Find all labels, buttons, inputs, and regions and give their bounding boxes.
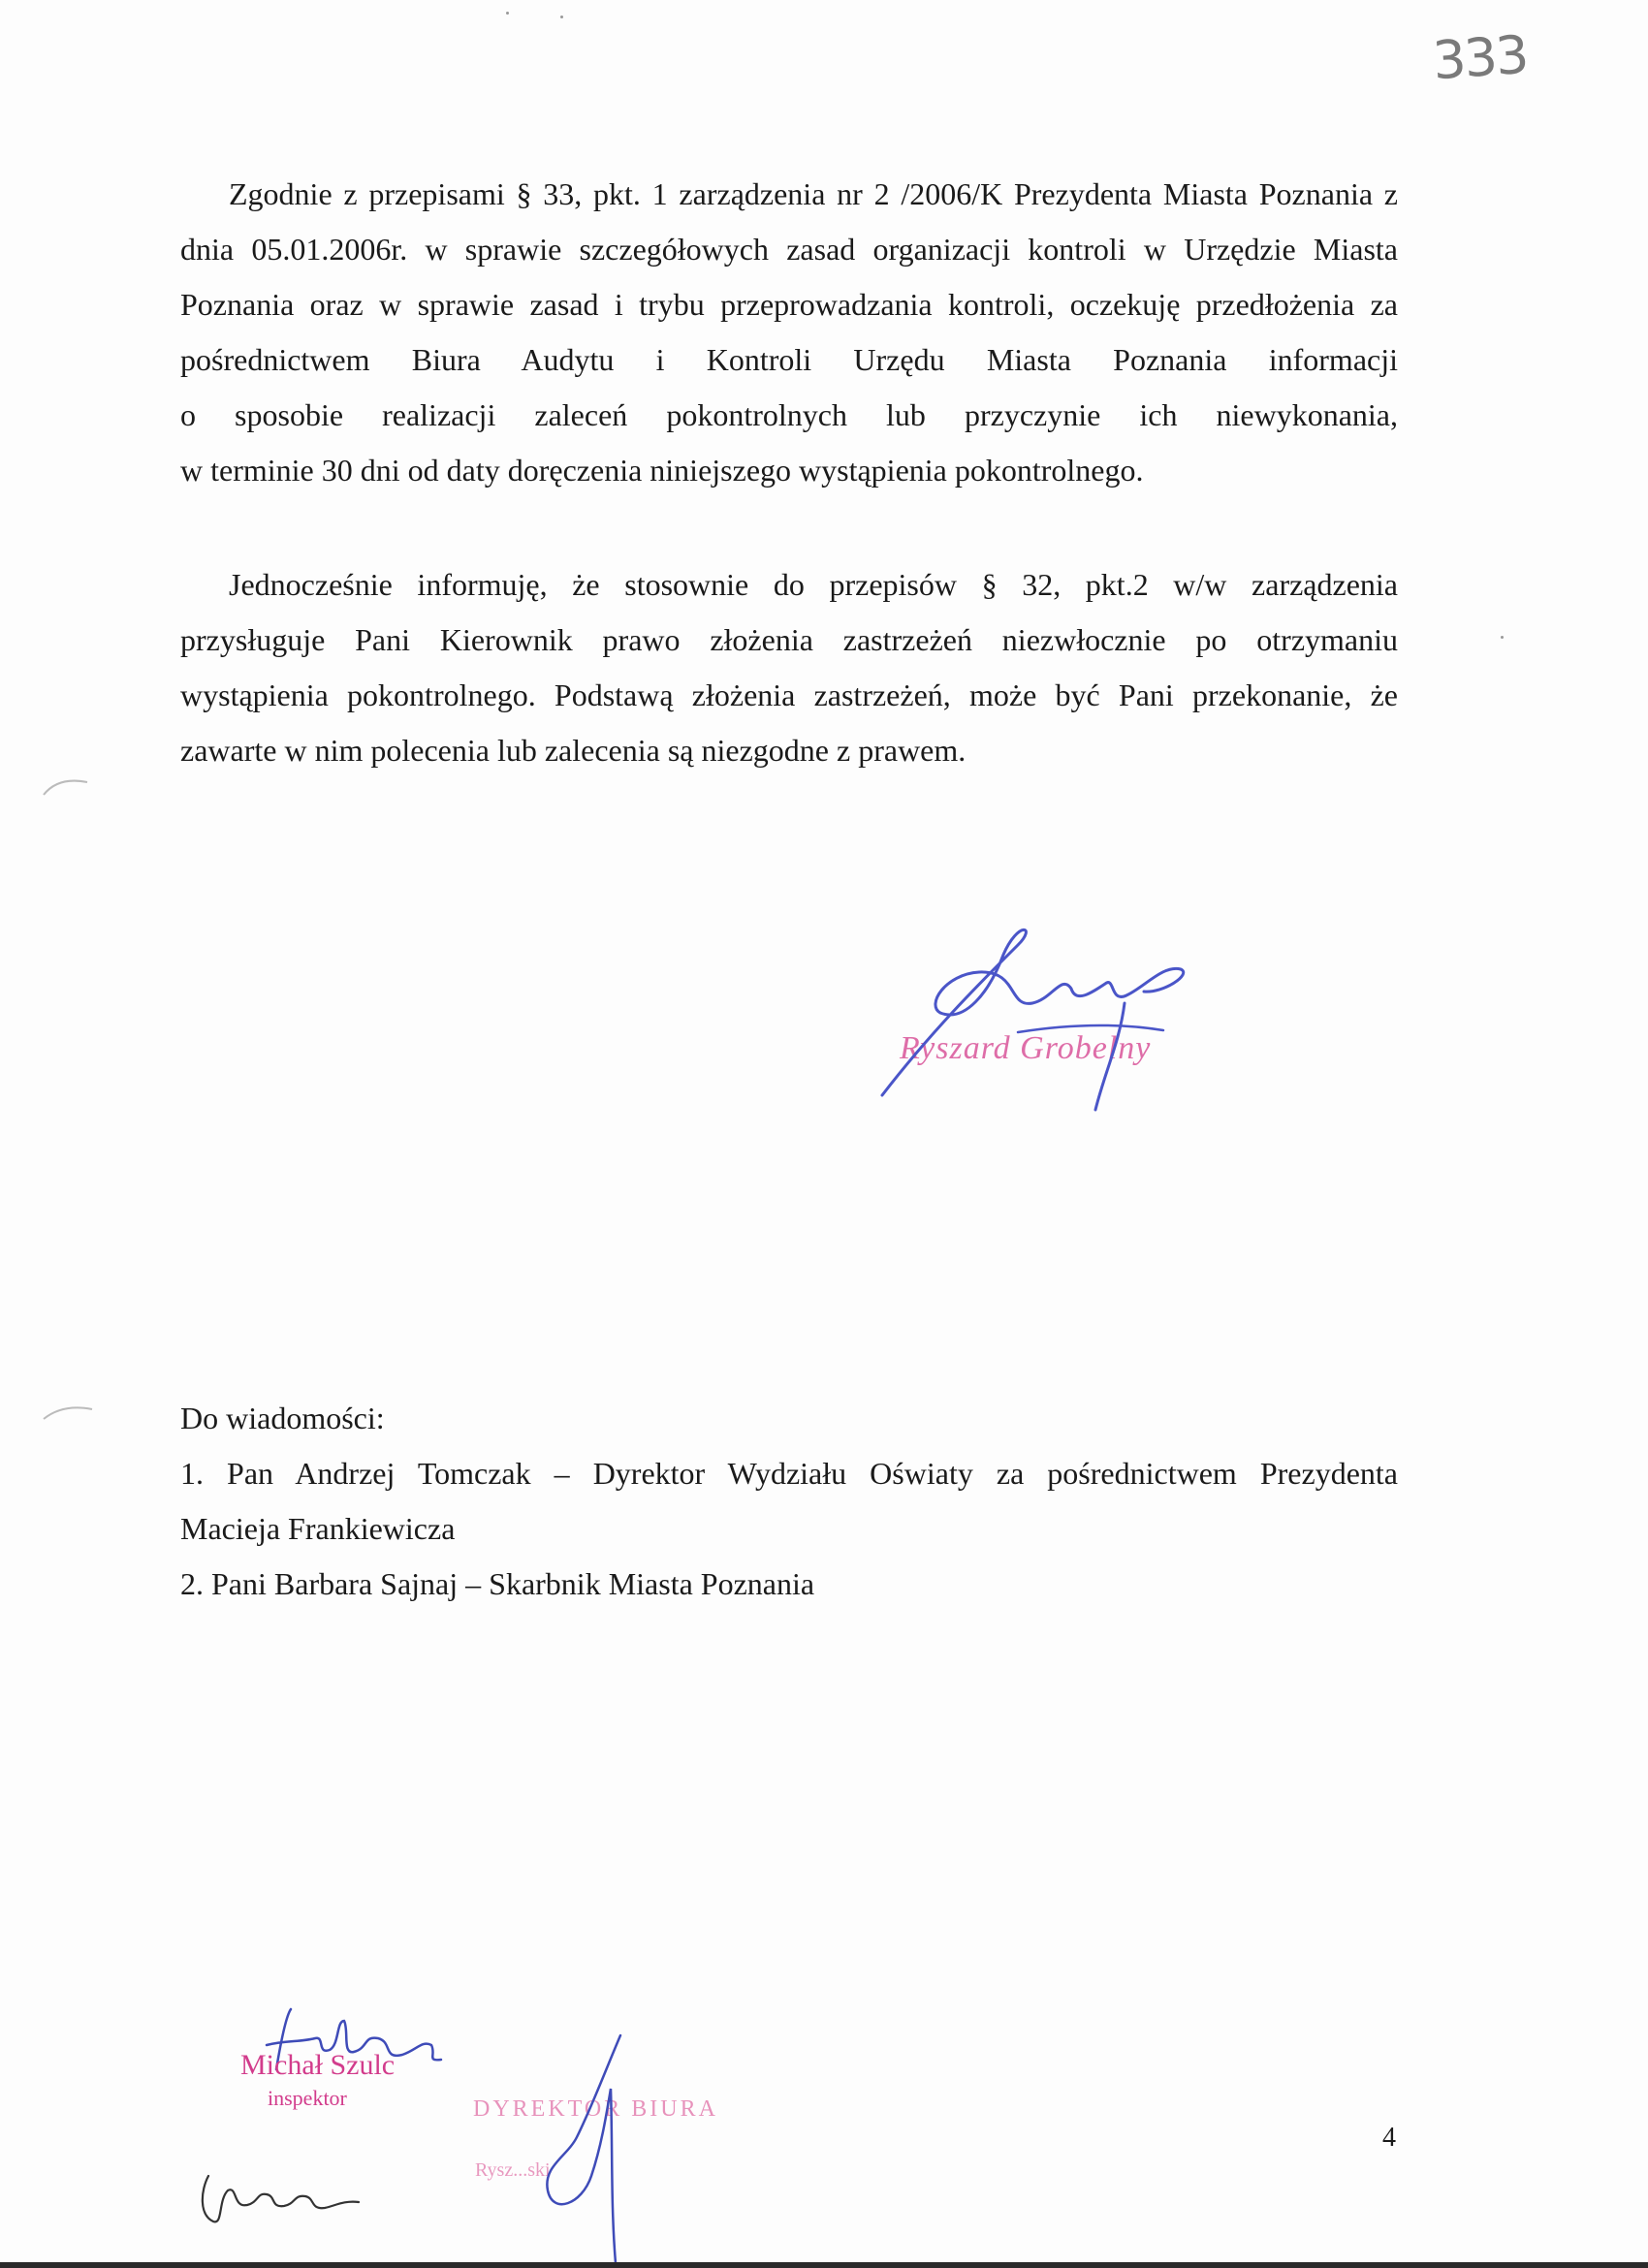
paragraph-line: w terminie 30 dni od daty doręczenia niniejszego wystąpienia pokontrolnego.: [180, 453, 1144, 488]
director-stamp: DYREKTOR BIURA: [473, 2096, 718, 2122]
paragraph-line: wystąpienia pokontrolnego. Podstawą złożenia zastrzeżeń, może być Pani przekonanie, że: [180, 677, 1398, 712]
paragraph-line: pośrednictwem Biura Audytu i Kontroli Urzędu Miasta Poznania informacji: [180, 342, 1398, 377]
inspector-name-stamp: Michał Szulc: [240, 2049, 396, 2081]
scan-bottom-edge: [0, 2262, 1648, 2268]
paragraph-line: przysługuje Pani Kierownik prawo złożenia zastrzeżeń niezwłocznie po otrzymaniu: [180, 622, 1398, 657]
distribution-item: 2. Pani Barbara Sajnaj – Skarbnik Miasta Poznania: [180, 1566, 815, 1601]
signature-name-stamp: Ryszard Grobelny: [900, 1030, 1152, 1066]
mayor-signature: [872, 916, 1221, 1119]
handwritten-page-number: 333: [1430, 23, 1530, 92]
paragraph-objections-right: [180, 557, 1398, 778]
distribution-item: Macieja Frankiewicza: [180, 1511, 456, 1546]
distribution-heading: Do wiadomości:: [180, 1401, 385, 1435]
paragraph-line: zawarte w nim polecenia lub zalecenia są niezgodne z prawem.: [180, 733, 967, 768]
paragraph-line: dnia 05.01.2006r. w sprawie szczegółowych zasad organizacji kontroli w Urzędzie Miasta: [180, 232, 1398, 267]
page-number: 4: [1382, 2123, 1396, 2153]
director-signature: [523, 2031, 640, 2268]
scan-speck: [506, 12, 509, 15]
inspector-title-stamp: inspektor: [268, 2086, 347, 2110]
paragraph-line: Poznania oraz w sprawie zasad i trybu przeprowadzania kontroli, oczekuję przedłożenia za: [180, 287, 1398, 322]
paragraph-line: Zgodnie z przepisami § 33, pkt. 1 zarządzenia nr 2 /2006/K Prezydenta Miasta Poznania z: [229, 176, 1398, 211]
scan-mark: [39, 771, 97, 800]
distribution-item: 1. Pan Andrzej Tomczak – Dyrektor Wydziału Oświaty za pośrednictwem Prezydenta: [180, 1456, 1398, 1491]
distribution-list: [180, 1391, 1398, 1612]
scan-mark: [39, 1396, 97, 1425]
paragraph-control-recommendations: [180, 167, 1398, 498]
paragraph-line: Jednocześnie informuję, że stosownie do przepisów § 32, pkt.2 w/w zarządzenia: [229, 567, 1398, 602]
initials-signature: [189, 2161, 383, 2239]
director-name-stamp: Rysz...ski: [475, 2159, 551, 2181]
scan-speck: [560, 16, 563, 18]
paragraph-line: o sposobie realizacji zaleceń pokontrolnych lub przyczynie ich niewykonania,: [180, 397, 1398, 432]
scan-speck: [1501, 636, 1504, 639]
